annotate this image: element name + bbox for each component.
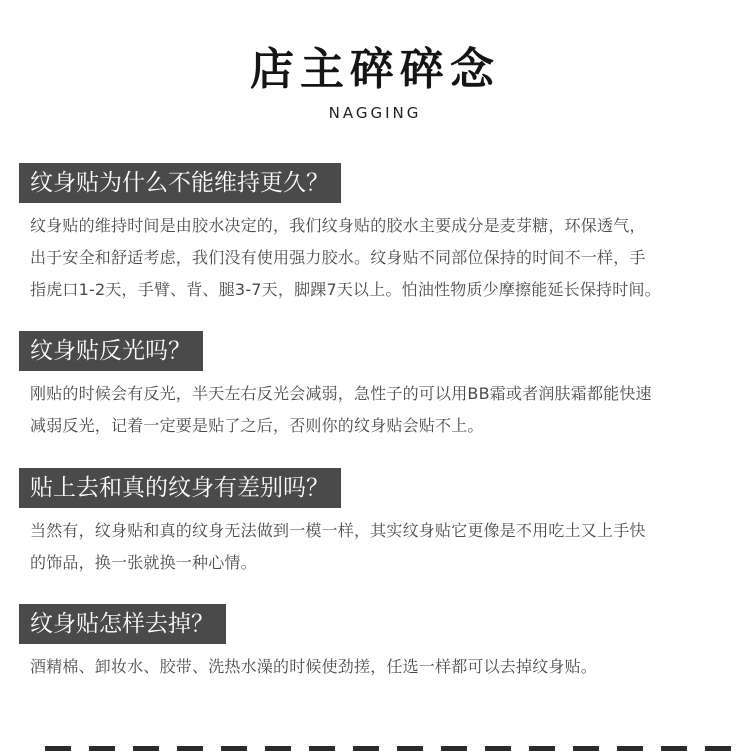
answer-line: 酒精棉、卸妆水、胶带、洗热水澡的时候使劲搓，任选一样都可以去掉纹身贴。 <box>30 657 598 676</box>
faq-answer <box>30 210 730 306</box>
answer-line: 减弱反光，记着一定要是贴了之后，否则你的纹身贴会贴不上。 <box>30 416 484 435</box>
divider-dash <box>353 746 379 751</box>
page-title: 店主碎碎念 <box>250 44 500 95</box>
answer-line: 当然有，纹身贴和真的纹身无法做到一模一样，其实纹身贴它更像是不用吃土又上手快 <box>30 521 646 540</box>
divider-dash <box>309 746 335 751</box>
faq-section-duration <box>19 163 731 306</box>
divider-dash <box>177 746 203 751</box>
faq-question: 纹身贴反光吗？ <box>19 331 203 371</box>
divider-dash <box>45 746 71 751</box>
faq-answer <box>30 515 730 579</box>
page-subtitle: NAGGING <box>328 104 422 122</box>
answer-line: 刚贴的时候会有反光，半天左右反光会减弱，急性子的可以用BB霜或者润肤霜都能快速 <box>30 384 652 403</box>
divider-dash <box>441 746 467 751</box>
divider-dash <box>89 746 115 751</box>
divider-dash <box>617 746 643 751</box>
divider-dash <box>529 746 555 751</box>
faq-question: 纹身贴怎样去掉？ <box>19 604 226 644</box>
faq-section-difference <box>19 468 731 579</box>
faq-section-removal <box>19 604 731 683</box>
answer-line: 出于安全和舒适考虑，我们没有使用强力胶水。纹身贴不同部位保持的时间不一样，手 <box>30 248 646 267</box>
answer-line: 指虎口1-2天，手臂、背、腿3-7天，脚踝7天以上。怕油性物质少摩擦能延长保持时间。 <box>30 280 661 299</box>
divider-dash <box>661 746 687 751</box>
dashed-divider <box>31 744 731 751</box>
divider-dash <box>397 746 423 751</box>
divider-dash <box>133 746 159 751</box>
faq-question: 纹身贴为什么不能维持更久？ <box>19 163 341 203</box>
faq-answer <box>30 378 730 442</box>
answer-line: 的饰品，换一张就换一种心情。 <box>30 553 257 572</box>
faq-question: 贴上去和真的纹身有差别吗？ <box>19 468 341 508</box>
divider-dash <box>265 746 291 751</box>
faq-section-reflection <box>19 331 731 442</box>
faq-answer <box>30 651 730 683</box>
divider-dash <box>485 746 511 751</box>
divider-dash <box>705 746 731 751</box>
divider-dash <box>573 746 599 751</box>
answer-line: 纹身贴的维持时间是由胶水决定的，我们纹身贴的胶水主要成分是麦芽糖，环保透气， <box>30 216 646 235</box>
divider-dash <box>221 746 247 751</box>
